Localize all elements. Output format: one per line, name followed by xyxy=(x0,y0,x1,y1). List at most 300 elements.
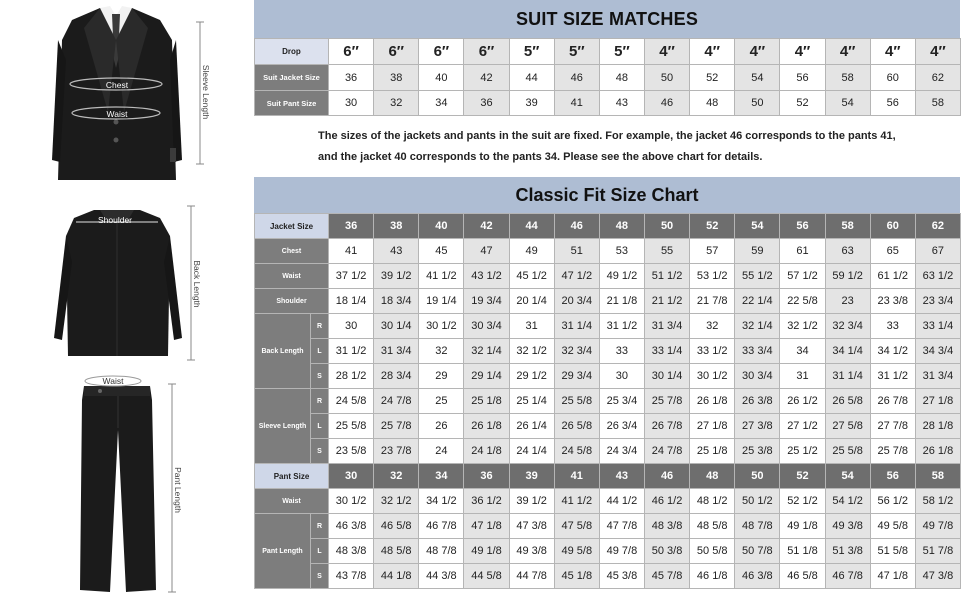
shoulder-cell: 18 1/4 xyxy=(329,289,374,314)
pant-size-label: Pant Size xyxy=(255,464,329,489)
jacket-waist-cell: 43 1/2 xyxy=(464,264,509,289)
matches-row-label: Suit Pant Size xyxy=(255,91,329,116)
matches-cell: 56 xyxy=(780,65,825,91)
matches-cell: 4′′ xyxy=(870,39,915,65)
jacket-waist xyxy=(255,264,961,289)
jacket-waist-cell: 63 1/2 xyxy=(915,264,960,289)
pant-waist-cell: 48 1/2 xyxy=(690,489,735,514)
pant-length-cell: 46 3/8 xyxy=(329,514,374,539)
sleeve-length-cell: 25 3/8 xyxy=(735,439,780,464)
pant-length-cell: 46 7/8 xyxy=(825,564,870,589)
pant-length-cell: 49 5/8 xyxy=(554,539,599,564)
pant-length-cell: 49 5/8 xyxy=(870,514,915,539)
pant-waist-cell: 32 1/2 xyxy=(374,489,419,514)
pant-length-cell: 50 3/8 xyxy=(645,539,690,564)
chest-cell: 47 xyxy=(464,239,509,264)
pant-length-cell: 51 1/8 xyxy=(780,539,825,564)
jacket-waist-cell: 61 1/2 xyxy=(870,264,915,289)
matches-cell: 36 xyxy=(464,91,509,116)
chest-cell: 59 xyxy=(735,239,780,264)
back-length-cell: 30 1/2 xyxy=(419,314,464,339)
pant-length-cell: 49 7/8 xyxy=(599,539,644,564)
matches-cell: 41 xyxy=(554,91,599,116)
matches-cell: 4′′ xyxy=(690,39,735,65)
pant-size-cell: 41 xyxy=(554,464,599,489)
garment-illustration-svg xyxy=(0,0,254,600)
pant-length-fit-label: R xyxy=(311,514,329,539)
back-length-cell: 33 1/2 xyxy=(690,339,735,364)
sleeve-length-cell: 25 7/8 xyxy=(374,414,419,439)
pant-length-row xyxy=(255,564,961,589)
back-length-cell: 34 3/4 xyxy=(915,339,960,364)
matches-cell: 36 xyxy=(329,65,374,91)
back-length-cell: 34 xyxy=(780,339,825,364)
back-length-cell: 32 3/4 xyxy=(554,339,599,364)
garment-illustrations xyxy=(0,0,254,600)
sleeve-length-cell: 26 5/8 xyxy=(825,389,870,414)
back-length-cell: 34 1/2 xyxy=(870,339,915,364)
pant-length-cell: 51 7/8 xyxy=(915,539,960,564)
classic-fit-title: Classic Fit Size Chart xyxy=(254,177,960,213)
pant-length-cell: 44 3/8 xyxy=(419,564,464,589)
back-length-label: Back Length xyxy=(192,260,202,308)
back-length-cell: 33 xyxy=(870,314,915,339)
matches-cell: 46 xyxy=(554,65,599,91)
jacket-waist-cell: 59 1/2 xyxy=(825,264,870,289)
jacket-size-cell: 48 xyxy=(599,214,644,239)
jacket-waist-cell: 51 1/2 xyxy=(645,264,690,289)
pant-length-cell: 49 7/8 xyxy=(915,514,960,539)
matches-cell: 39 xyxy=(509,91,554,116)
pant-length-cell: 47 3/8 xyxy=(509,514,554,539)
pant-waist-cell: 39 1/2 xyxy=(509,489,554,514)
pant-size xyxy=(255,464,961,489)
back-length-cell: 31 xyxy=(780,364,825,389)
back-length-cell: 31 1/2 xyxy=(870,364,915,389)
pant-length-cell: 48 7/8 xyxy=(419,539,464,564)
suit-size-matches-title: SUIT SIZE MATCHES xyxy=(254,0,960,38)
sleeve-length-cell: 25 7/8 xyxy=(645,389,690,414)
sleeve-length-cell: 27 1/2 xyxy=(780,414,825,439)
matches-cell: 5′′ xyxy=(599,39,644,65)
jacket-waist-cell: 57 1/2 xyxy=(780,264,825,289)
matches-cell: 60 xyxy=(870,65,915,91)
shoulder-cell: 18 3/4 xyxy=(374,289,419,314)
pant-waist-label: Waist xyxy=(255,489,329,514)
sleeve-length-cell: 27 1/8 xyxy=(690,414,735,439)
pant-length-cell: 43 7/8 xyxy=(329,564,374,589)
shoulder-cell: 21 7/8 xyxy=(690,289,735,314)
matches-cell: 6′′ xyxy=(374,39,419,65)
chest-cell: 51 xyxy=(554,239,599,264)
sleeve-length-cell: 25 1/8 xyxy=(690,439,735,464)
chest-cell: 65 xyxy=(870,239,915,264)
back-length-cell: 28 1/2 xyxy=(329,364,374,389)
sleeve-length-cell: 26 1/8 xyxy=(464,414,509,439)
pant-length-cell: 47 1/8 xyxy=(464,514,509,539)
back-length-row xyxy=(255,339,961,364)
chest-cell: 43 xyxy=(374,239,419,264)
sleeve-length-row xyxy=(255,439,961,464)
classic-fit-size-table xyxy=(254,213,961,589)
back-length-cell: 32 xyxy=(419,339,464,364)
jacket-waist-label: Waist xyxy=(255,264,329,289)
back-length-cell: 31 3/4 xyxy=(645,314,690,339)
pant-waist-cell: 30 1/2 xyxy=(329,489,374,514)
pant-length-fit-label: L xyxy=(311,539,329,564)
matches-cell: 5′′ xyxy=(509,39,554,65)
jacket-waist-cell: 39 1/2 xyxy=(374,264,419,289)
sleeve-length-cell: 27 5/8 xyxy=(825,414,870,439)
matches-cell: 34 xyxy=(419,91,464,116)
pant-length-label: Pant Length xyxy=(173,467,183,513)
chest-cell: 55 xyxy=(645,239,690,264)
jacket-size-cell: 52 xyxy=(690,214,735,239)
chest-cell: 57 xyxy=(690,239,735,264)
pant-length-cell: 49 3/8 xyxy=(825,514,870,539)
sleeve-length-row xyxy=(255,414,961,439)
sleeve-length-cell: 26 xyxy=(419,414,464,439)
shoulder-label: Shoulder xyxy=(255,289,329,314)
matches-row xyxy=(255,39,961,65)
jacket-size-cell: 60 xyxy=(870,214,915,239)
matches-cell: 42 xyxy=(464,65,509,91)
pant-size-cell: 48 xyxy=(690,464,735,489)
matches-cell: 6′′ xyxy=(464,39,509,65)
chest-cell: 49 xyxy=(509,239,554,264)
pant-size-cell: 52 xyxy=(780,464,825,489)
pant-length-cell: 48 5/8 xyxy=(690,514,735,539)
sleeve-length-cell: 27 3/8 xyxy=(735,414,780,439)
matches-cell: 62 xyxy=(915,65,960,91)
pant-length-cell: 46 1/8 xyxy=(690,564,735,589)
pant-length-cell: 48 5/8 xyxy=(374,539,419,564)
pant-length-cell: 46 7/8 xyxy=(419,514,464,539)
jacket-size-cell: 56 xyxy=(780,214,825,239)
matches-cell: 44 xyxy=(509,65,554,91)
back-length-cell: 30 1/4 xyxy=(645,364,690,389)
matches-cell: 32 xyxy=(374,91,419,116)
pant-size-cell: 43 xyxy=(599,464,644,489)
size-note-line-1: The sizes of the jackets and pants in the suit are fixed. For example, the jacket 46 corresponds to the pants 41, xyxy=(318,130,896,142)
matches-cell: 58 xyxy=(825,65,870,91)
pant-size-cell: 36 xyxy=(464,464,509,489)
back-length-cell: 31 1/2 xyxy=(329,339,374,364)
sleeve-length-cell: 25 7/8 xyxy=(870,439,915,464)
back-length-cell: 30 3/4 xyxy=(464,314,509,339)
back-length-cell: 32 1/2 xyxy=(509,339,554,364)
pant-waist-cell: 41 1/2 xyxy=(554,489,599,514)
sleeve-length-cell: 26 3/8 xyxy=(735,389,780,414)
sleeve-length-cell: 27 1/8 xyxy=(915,389,960,414)
jacket-front-illustration xyxy=(52,6,204,180)
matches-cell: 46 xyxy=(644,91,689,116)
matches-cell: 4′′ xyxy=(735,39,780,65)
jacket-size-cell: 54 xyxy=(735,214,780,239)
pant-length-cell: 47 3/8 xyxy=(915,564,960,589)
shoulder-cell: 22 5/8 xyxy=(780,289,825,314)
back-length-cell: 29 1/2 xyxy=(509,364,554,389)
sleeve-length-cell: 26 1/4 xyxy=(509,414,554,439)
sleeve-length-cell: 24 5/8 xyxy=(554,439,599,464)
sleeve-length-fit-label: S xyxy=(311,439,329,464)
matches-cell: 54 xyxy=(735,65,780,91)
matches-cell: 6′′ xyxy=(419,39,464,65)
size-note xyxy=(318,126,958,168)
pant-waist-cell: 52 1/2 xyxy=(780,489,825,514)
shoulder-cell: 21 1/8 xyxy=(599,289,644,314)
jacket-size-cell: 40 xyxy=(419,214,464,239)
chest xyxy=(255,239,961,264)
jacket-back-illustration xyxy=(54,206,195,360)
pant-length-cell: 49 3/8 xyxy=(509,539,554,564)
pant-waist-label: Waist xyxy=(102,376,124,386)
matches-row-label: Suit Jacket Size xyxy=(255,65,329,91)
pant-length-cell: 46 5/8 xyxy=(780,564,825,589)
matches-cell: 4′′ xyxy=(915,39,960,65)
jacket-waist-cell: 41 1/2 xyxy=(419,264,464,289)
matches-cell: 43 xyxy=(599,91,644,116)
matches-cell: 4′′ xyxy=(780,39,825,65)
sleeve-length-cell: 25 5/8 xyxy=(554,389,599,414)
matches-cell: 6′′ xyxy=(329,39,374,65)
sleeve-length-cell: 24 1/4 xyxy=(509,439,554,464)
pant-waist-cell: 58 1/2 xyxy=(915,489,960,514)
pant-waist-cell: 34 1/2 xyxy=(419,489,464,514)
back-length-cell: 29 1/4 xyxy=(464,364,509,389)
sleeve-length-cell: 25 3/4 xyxy=(599,389,644,414)
size-note-line-2: and the jacket 40 corresponds to the pants 34. Please see the above chart for details. xyxy=(318,151,763,163)
jacket-size-cell: 44 xyxy=(509,214,554,239)
jacket-waist-cell: 49 1/2 xyxy=(599,264,644,289)
back-length-cell: 29 3/4 xyxy=(554,364,599,389)
shoulder-cell: 23 3/8 xyxy=(870,289,915,314)
back-length-cell: 32 1/4 xyxy=(735,314,780,339)
matches-cell: 30 xyxy=(329,91,374,116)
pant-length-cell: 50 5/8 xyxy=(690,539,735,564)
back-length-cell: 30 xyxy=(329,314,374,339)
sleeve-length-cell: 24 7/8 xyxy=(374,389,419,414)
back-length-cell: 31 1/4 xyxy=(554,314,599,339)
back-length-cell: 31 1/2 xyxy=(599,314,644,339)
back-length-cell: 32 1/4 xyxy=(464,339,509,364)
jacket-size-cell: 38 xyxy=(374,214,419,239)
sleeve-length-cell: 25 1/8 xyxy=(464,389,509,414)
back-length-cell: 33 3/4 xyxy=(735,339,780,364)
back-length-row xyxy=(255,364,961,389)
back-length-label: Back Length xyxy=(255,314,311,389)
shoulder-cell: 20 1/4 xyxy=(509,289,554,314)
sleeve-length-cell: 23 5/8 xyxy=(329,439,374,464)
back-length-fit-label: S xyxy=(311,364,329,389)
jacket-size-cell: 50 xyxy=(645,214,690,239)
pant-length-cell: 44 7/8 xyxy=(509,564,554,589)
pant-length-cell: 45 3/8 xyxy=(599,564,644,589)
pant-length-cell: 47 7/8 xyxy=(599,514,644,539)
sleeve-length-cell: 25 1/4 xyxy=(509,389,554,414)
sleeve-length-cell: 25 1/2 xyxy=(780,439,825,464)
sleeve-length-cell: 25 5/8 xyxy=(329,414,374,439)
pant-size-cell: 30 xyxy=(329,464,374,489)
jacket-size xyxy=(255,214,961,239)
pant-waist-cell: 46 1/2 xyxy=(645,489,690,514)
shoulder-label: Shoulder xyxy=(97,215,133,225)
pant-length-cell: 45 7/8 xyxy=(645,564,690,589)
pant-length-cell: 49 1/8 xyxy=(780,514,825,539)
shoulder-cell: 23 3/4 xyxy=(915,289,960,314)
back-length-cell: 34 1/4 xyxy=(825,339,870,364)
pant-length-cell: 44 5/8 xyxy=(464,564,509,589)
matches-cell: 4′′ xyxy=(644,39,689,65)
pant-size-cell: 58 xyxy=(915,464,960,489)
back-length-fit-label: R xyxy=(311,314,329,339)
chest-label: Chest xyxy=(255,239,329,264)
sleeve-length-cell: 26 1/2 xyxy=(780,389,825,414)
back-length-cell: 28 3/4 xyxy=(374,364,419,389)
jacket-size-cell: 58 xyxy=(825,214,870,239)
back-length-cell: 33 1/4 xyxy=(645,339,690,364)
pant-length-cell: 48 3/8 xyxy=(645,514,690,539)
sleeve-length-cell: 25 xyxy=(419,389,464,414)
jacket-size-label: Jacket Size xyxy=(255,214,329,239)
sleeve-length-cell: 26 3/4 xyxy=(599,414,644,439)
pant-length-cell: 46 5/8 xyxy=(374,514,419,539)
pant-length-cell: 47 1/8 xyxy=(870,564,915,589)
back-length-cell: 30 1/4 xyxy=(374,314,419,339)
chest-cell: 67 xyxy=(915,239,960,264)
pants-illustration xyxy=(80,376,176,592)
matches-cell: 5′′ xyxy=(554,39,599,65)
pant-length-cell: 48 7/8 xyxy=(735,514,780,539)
matches-cell: 56 xyxy=(870,91,915,116)
chest-cell: 45 xyxy=(419,239,464,264)
matches-row xyxy=(255,91,961,116)
sleeve-length-cell: 24 7/8 xyxy=(645,439,690,464)
pant-size-cell: 46 xyxy=(645,464,690,489)
chest-cell: 61 xyxy=(780,239,825,264)
pant-size-cell: 56 xyxy=(870,464,915,489)
matches-cell: 58 xyxy=(915,91,960,116)
chest-label: Chest xyxy=(105,80,129,90)
back-length-cell: 32 xyxy=(690,314,735,339)
sleeve-length-cell: 24 xyxy=(419,439,464,464)
pant-length-cell: 51 3/8 xyxy=(825,539,870,564)
pant-length-fit-label: S xyxy=(311,564,329,589)
back-length-cell: 30 3/4 xyxy=(735,364,780,389)
chest-cell: 41 xyxy=(329,239,374,264)
sleeve-length-cell: 24 3/4 xyxy=(599,439,644,464)
pant-size-cell: 32 xyxy=(374,464,419,489)
pant-length-row xyxy=(255,539,961,564)
pant-length-cell: 49 1/8 xyxy=(464,539,509,564)
shoulder-cell: 22 1/4 xyxy=(735,289,780,314)
back-length-row xyxy=(255,314,961,339)
pant-waist-cell: 36 1/2 xyxy=(464,489,509,514)
pant-size-cell: 34 xyxy=(419,464,464,489)
back-length-cell: 31 xyxy=(509,314,554,339)
pant-length-row xyxy=(255,514,961,539)
back-length-cell: 29 xyxy=(419,364,464,389)
back-length-cell: 31 3/4 xyxy=(374,339,419,364)
back-length-cell: 31 1/4 xyxy=(825,364,870,389)
matches-cell: 52 xyxy=(780,91,825,116)
sleeve-length-cell: 27 7/8 xyxy=(870,414,915,439)
sleeve-length-cell: 23 7/8 xyxy=(374,439,419,464)
matches-cell: 48 xyxy=(690,91,735,116)
pant-waist-cell: 50 1/2 xyxy=(735,489,780,514)
back-length-cell: 30 1/2 xyxy=(690,364,735,389)
pant-waist-cell: 44 1/2 xyxy=(599,489,644,514)
back-length-cell: 31 3/4 xyxy=(915,364,960,389)
pant-length-cell: 51 5/8 xyxy=(870,539,915,564)
shoulder xyxy=(255,289,961,314)
matches-cell: 50 xyxy=(644,65,689,91)
shoulder-cell: 23 xyxy=(825,289,870,314)
shoulder-cell: 19 1/4 xyxy=(419,289,464,314)
pant-length-cell: 45 1/8 xyxy=(554,564,599,589)
pant-length-cell: 50 7/8 xyxy=(735,539,780,564)
sleeve-length-cell: 26 1/8 xyxy=(915,439,960,464)
jacket-waist-cell: 45 1/2 xyxy=(509,264,554,289)
sleeve-length-fit-label: L xyxy=(311,414,329,439)
matches-cell: 40 xyxy=(419,65,464,91)
shoulder-cell: 20 3/4 xyxy=(554,289,599,314)
matches-cell: 4′′ xyxy=(825,39,870,65)
shoulder-cell: 19 3/4 xyxy=(464,289,509,314)
pant-length-cell: 47 5/8 xyxy=(554,514,599,539)
jacket-size-cell: 62 xyxy=(915,214,960,239)
shoulder-cell: 21 1/2 xyxy=(645,289,690,314)
pant-length-label: Pant Length xyxy=(255,514,311,589)
pant-size-cell: 50 xyxy=(735,464,780,489)
pant-size-cell: 54 xyxy=(825,464,870,489)
sleeve-length-fit-label: R xyxy=(311,389,329,414)
matches-row-label: Drop xyxy=(255,39,329,65)
sleeve-length-cell: 28 1/8 xyxy=(915,414,960,439)
jacket-waist-cell: 37 1/2 xyxy=(329,264,374,289)
sleeve-length-label: Sleeve Length xyxy=(201,64,211,120)
sleeve-length-cell: 26 7/8 xyxy=(645,414,690,439)
matches-cell: 48 xyxy=(599,65,644,91)
jacket-waist-cell: 47 1/2 xyxy=(554,264,599,289)
matches-cell: 38 xyxy=(374,65,419,91)
sleeve-length-label: Sleeve Length xyxy=(255,389,311,464)
jacket-waist-cell: 55 1/2 xyxy=(735,264,780,289)
jacket-size-cell: 36 xyxy=(329,214,374,239)
jacket-size-cell: 42 xyxy=(464,214,509,239)
sleeve-length-cell: 24 1/8 xyxy=(464,439,509,464)
chest-cell: 63 xyxy=(825,239,870,264)
sleeve-length-cell: 24 5/8 xyxy=(329,389,374,414)
back-length-fit-label: L xyxy=(311,339,329,364)
sleeve-length-cell: 25 5/8 xyxy=(825,439,870,464)
waist-label: Waist xyxy=(106,109,128,119)
pant-waist-cell: 56 1/2 xyxy=(870,489,915,514)
pant-length-cell: 46 3/8 xyxy=(735,564,780,589)
jacket-size-cell: 46 xyxy=(554,214,599,239)
back-length-cell: 33 1/4 xyxy=(915,314,960,339)
pant-waist xyxy=(255,489,961,514)
back-length-cell: 32 3/4 xyxy=(825,314,870,339)
sleeve-length-cell: 26 1/8 xyxy=(690,389,735,414)
matches-cell: 50 xyxy=(735,91,780,116)
matches-cell: 52 xyxy=(690,65,735,91)
pant-length-cell: 48 3/8 xyxy=(329,539,374,564)
sleeve-length-row xyxy=(255,389,961,414)
back-length-cell: 32 1/2 xyxy=(780,314,825,339)
chest-cell: 53 xyxy=(599,239,644,264)
back-length-cell: 30 xyxy=(599,364,644,389)
